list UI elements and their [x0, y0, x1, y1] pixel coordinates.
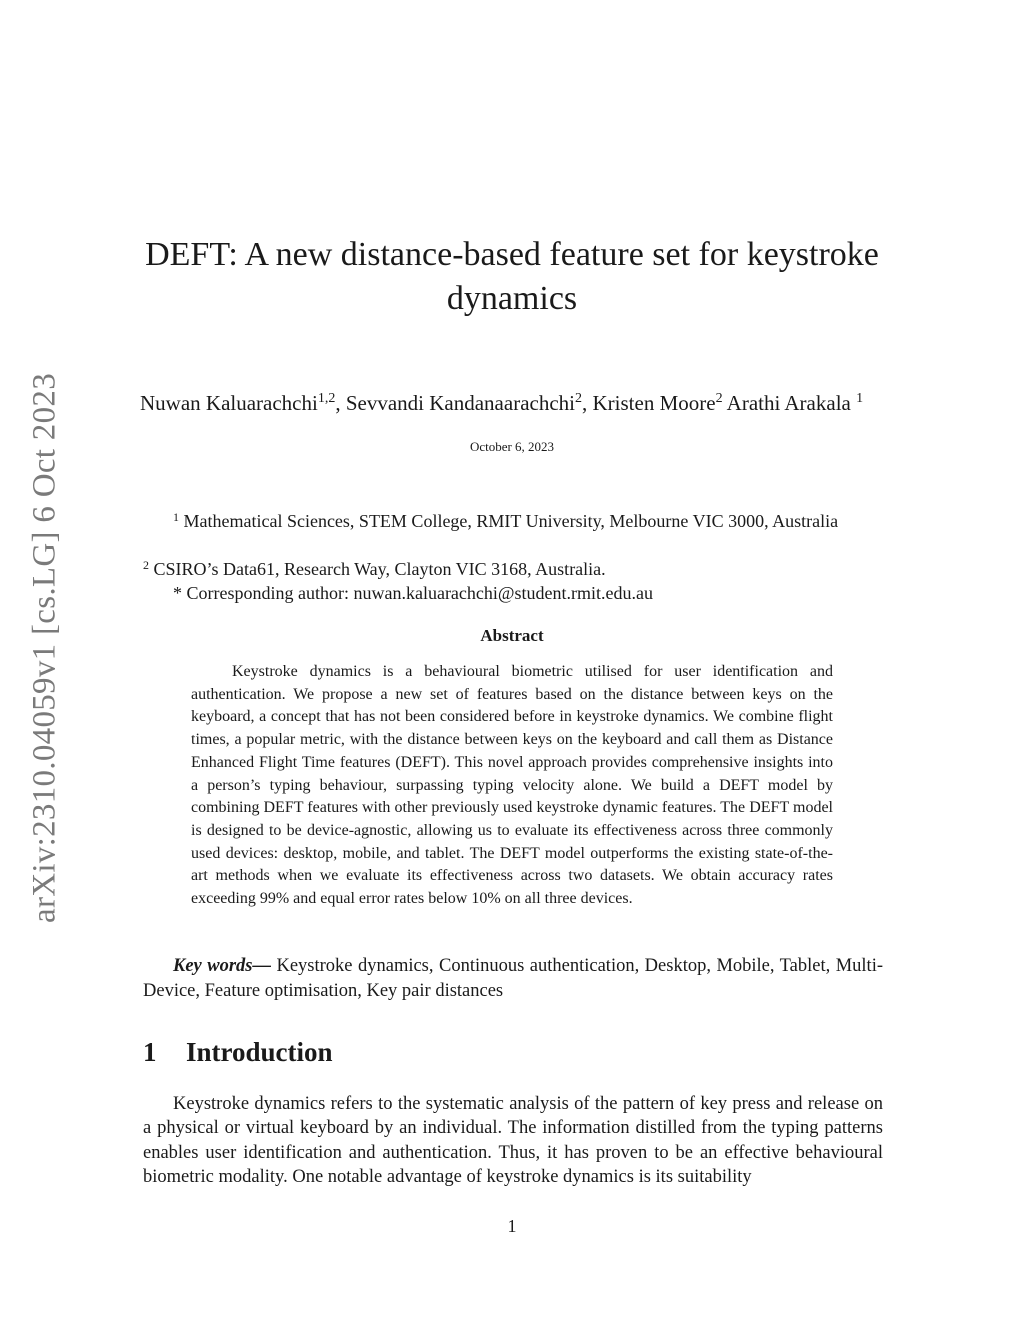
author-affiliation-mark: 2 [715, 391, 723, 406]
corresponding-author: * Corresponding author: nuwan.kaluarachchi@student.rmit.edu.au [173, 583, 653, 603]
affiliation-2 [143, 557, 883, 581]
author-name: Sevvandi Kandanaarachchi [345, 391, 575, 415]
author-affiliation-mark: 1,2 [317, 391, 336, 406]
abstract-text: Keystroke dynamics is a behavioural biometric utilised for user identification and authentication. We propose a new set of features based on the distance between keys on the keyboard, a concept that has not been considered before in keystroke dynamics. We combine flight times, a popular metric, with the distance between keys on the keyboard and call them as Distance Enhanced Flight Time features (DEFT). This novel approach provides comprehensive insights into a person’s typing behaviour, surpassing typing velocity alone. We build a DEFT model by combining DEFT features with other previously used keystroke dynamic features. The DEFT model is designed to be device-agnostic, allowing us to evaluate its effectiveness across three commonly used devices: desktop, mobile, and tablet. The DEFT model outperforms the existing state-of-the-art methods when we evaluate its effectiveness across two datasets. We obtain accuracy rates exceeding 99% and equal error rates below 10% on all three devices. [191, 663, 833, 908]
author-separator: , [582, 391, 593, 415]
section-heading [143, 1037, 333, 1068]
author-name: Kristen Moore [592, 391, 716, 415]
author-name: Arathi Arakala [726, 391, 851, 415]
author-name: Nuwan Kaluarachchi [140, 391, 318, 415]
affiliation-text: CSIRO’s Data61, Research Way, Clayton VIC 3168, Australia. [153, 559, 606, 579]
author-separator: , [335, 391, 346, 415]
affiliation-1 [143, 509, 883, 533]
affiliation-mark: 2 [143, 558, 149, 572]
affiliation-text: Mathematical Sciences, STEM College, RMIT University, Melbourne VIC 3000, Australia [183, 511, 839, 531]
page-number: 1 [507, 1216, 517, 1236]
abstract-heading: Abstract [480, 626, 544, 645]
keywords-label: Key words— [173, 956, 271, 976]
author-list [140, 388, 1000, 418]
keywords [143, 954, 883, 1004]
introduction-paragraph: Keystroke dynamics refers to the systematic analysis of the pattern of key press and release on a physical or virtual keyboard by an individual. The information distilled from the typing patterns enables user identification and authentication. Thus, it has proven to be an effective behavioural biometric modality. One notable advantage of keystroke dynamics is its suitability [143, 1094, 883, 1187]
keywords-text: Keystroke dynamics, Continuous authentication, Desktop, Mobile, Tablet, Multi-Device, Feature optimisation, Key pair distances [143, 956, 884, 1001]
paper-title: DEFT: A new distance-based feature set for keystroke dynamics [145, 236, 879, 317]
arxiv-identifier-stamp: arXiv:2310.04059v1 [cs.LG] 6 Oct 2023 [26, 372, 63, 924]
section-title: Introduction [186, 1037, 333, 1067]
section-number: 1 [143, 1037, 157, 1067]
affiliation-mark: 1 [173, 510, 179, 524]
publication-date: October 6, 2023 [469, 439, 555, 454]
author-affiliation-mark: 1 [856, 391, 864, 406]
author-affiliation-mark: 2 [575, 391, 582, 406]
